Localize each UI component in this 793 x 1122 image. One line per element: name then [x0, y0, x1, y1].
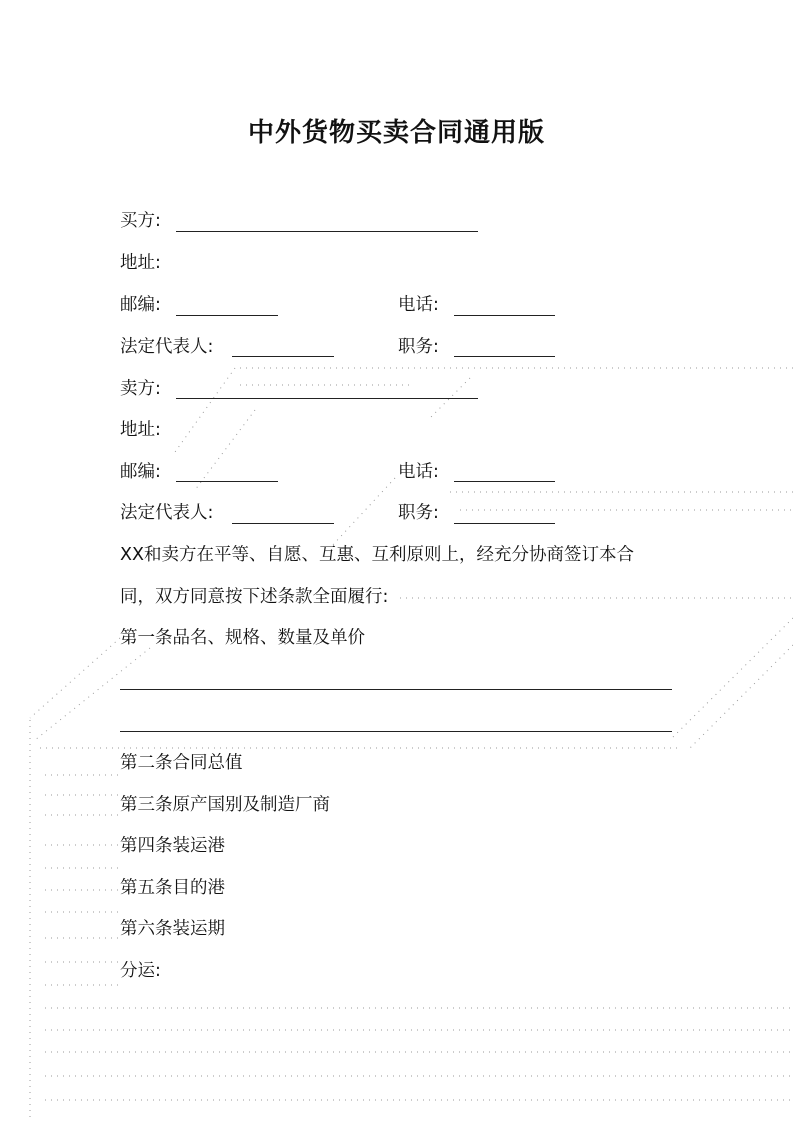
seller-label: 卖方: — [120, 379, 161, 399]
seller-legal-rep-label: 法定代表人: — [120, 503, 214, 523]
seller-legal-rep-blank — [232, 523, 334, 524]
clause-1-heading: 第一条品名、规格、数量及单价 — [120, 628, 365, 648]
seller-postcode-blank — [176, 481, 278, 482]
document-title: 中外货物买卖合同通用版 — [247, 118, 545, 148]
clause-2-heading: 第二条合同总值 — [120, 753, 243, 773]
clause-1-blank-line-2 — [120, 731, 672, 732]
preamble-line-2: 同，双方同意按下述条款全面履行: — [120, 587, 389, 607]
buyer-legal-rep-blank — [232, 356, 334, 357]
buyer-label: 买方: — [120, 211, 161, 231]
buyer-position-label: 职务: — [398, 337, 439, 357]
seller-phone-blank — [454, 481, 555, 482]
seller-position-blank — [454, 523, 555, 524]
clause-4-heading: 第四条装运港 — [120, 836, 225, 856]
buyer-postcode-blank — [176, 315, 278, 316]
buyer-address-label: 地址: — [120, 253, 161, 273]
preamble-line-1: XX和卖方在平等、自愿、互惠、互利原则上，经充分协商签订本合 — [120, 545, 634, 565]
buyer-position-blank — [454, 356, 555, 357]
clause-3-heading: 第三条原产国别及制造厂商 — [120, 795, 330, 815]
seller-phone-label: 电话: — [398, 462, 439, 482]
partial-shipment-label: 分运: — [120, 961, 161, 981]
seller-name-blank — [176, 398, 478, 399]
seller-postcode-label: 邮编: — [120, 462, 161, 482]
buyer-phone-blank — [454, 315, 555, 316]
clause-6-heading: 第六条装运期 — [120, 919, 225, 939]
buyer-legal-rep-label: 法定代表人: — [120, 337, 214, 357]
clause-1-blank-line-1 — [120, 689, 672, 690]
buyer-postcode-label: 邮编: — [120, 295, 161, 315]
buyer-phone-label: 电话: — [398, 295, 439, 315]
clause-5-heading: 第五条目的港 — [120, 878, 225, 898]
seller-position-label: 职务: — [398, 503, 439, 523]
seller-address-label: 地址: — [120, 420, 161, 440]
buyer-name-blank — [176, 231, 478, 232]
